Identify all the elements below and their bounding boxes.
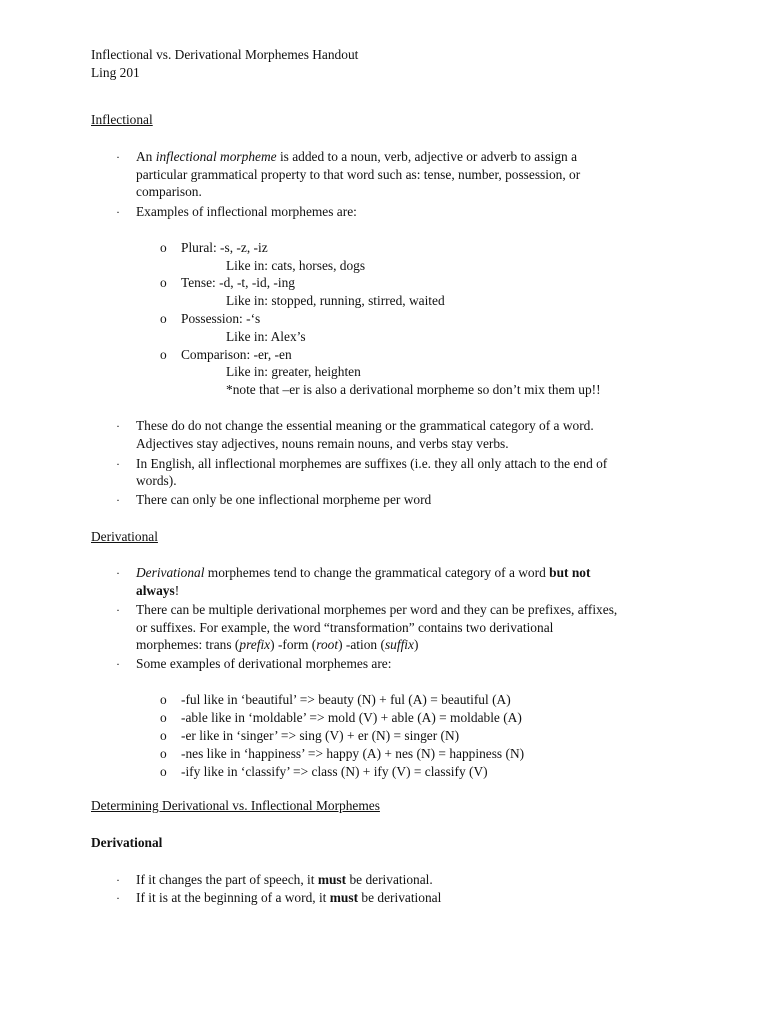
term-inflectional-morpheme: inflectional morpheme [155, 149, 277, 164]
derivational-point-2: There can be multiple derivational morphemes per word and they can be prefixes, affixes, [136, 602, 618, 617]
example-like-plural: Like in: cats, horses, dogs [226, 258, 366, 273]
point-line: These do do not change the essential meaning or the grammatical category of a word. [136, 418, 594, 433]
example-like-tense: Like in: stopped, running, stirred, waited [226, 293, 445, 308]
derivational-example: -nes like in ‘happiness’ => happy (A) + nes (N) = happiness (N) [181, 746, 525, 761]
example-label-plural: Plural: -s, -z, -iz [181, 240, 268, 255]
bullet-icon: · [116, 657, 120, 671]
derivational-example: -ful like in ‘beautiful’ => beauty (N) + ful (A) = beautiful (A) [181, 692, 511, 707]
example-label-comparison: Comparison: -er, -en [181, 347, 292, 362]
course-name: Ling 201 [91, 65, 140, 80]
point-line: Adjectives stay adjectives, nouns remain nouns, and verbs stay verbs. [136, 436, 509, 451]
bullet-icon: · [116, 205, 120, 219]
definition-line-2: particular grammatical property to that word such as: tense, number, possession, or [136, 167, 581, 182]
list-marker-icon: o [160, 275, 167, 290]
derivational-point-2: morphemes: trans (prefix) -form (root) -ation (suffix) [136, 637, 419, 652]
example-label-possession: Possession: -‘s [181, 311, 261, 326]
rule-line: If it changes the part of speech, it must be derivational. [136, 872, 433, 887]
derivational-point-3: Some examples of derivational morphemes are: [136, 656, 392, 671]
subheading-derivational: Derivational [91, 835, 163, 850]
term-derivational: Derivational [136, 565, 205, 580]
derivational-point-1: Derivational morphemes tend to change the grammatical category of a word but not [136, 565, 591, 580]
document-title: Inflectional vs. Derivational Morphemes Handout [91, 47, 359, 62]
rule-line: If it is at the beginning of a word, it must be derivational [136, 890, 442, 905]
example-label-tense: Tense: -d, -t, -id, -ing [181, 275, 295, 290]
bullet-icon: · [116, 419, 120, 433]
point-line: words). [136, 473, 177, 488]
point-line: In English, all inflectional morphemes are suffixes (i.e. they all only attach to the end of [136, 456, 608, 471]
section-heading-determining: Determining Derivational vs. Inflectional Morphemes [91, 798, 380, 813]
list-marker-icon: o [160, 746, 167, 761]
note-text: *note that –er is also a derivational morpheme so don’t mix them up!! [226, 382, 601, 397]
bullet-icon: · [116, 493, 120, 507]
list-marker-icon: o [160, 240, 167, 255]
derivational-example: -er like in ‘singer’ => sing (V) + er (N) = singer (N) [181, 728, 460, 743]
definition-line-3: comparison. [136, 184, 202, 199]
point-line: There can only be one inflectional morpheme per word [136, 492, 432, 507]
bullet-icon: · [116, 873, 120, 887]
list-marker-icon: o [160, 692, 167, 707]
bullet-icon: · [116, 150, 120, 164]
derivational-example: -able like in ‘moldable’ => mold (V) + able (A) = moldable (A) [181, 710, 522, 725]
derivational-point-1-cont: always! [136, 583, 180, 598]
list-marker-icon: o [160, 728, 167, 743]
definition-line-1: An inflectional morpheme is added to a noun, verb, adjective or adverb to assign a [136, 149, 578, 164]
bullet-icon: · [116, 457, 120, 471]
list-marker-icon: o [160, 311, 167, 326]
example-like-possession: Like in: Alex’s [226, 329, 306, 344]
bullet-icon: · [116, 566, 120, 580]
list-marker-icon: o [160, 710, 167, 725]
derivational-example: -ify like in ‘classify’ => class (N) + ify (V) = classify (V) [181, 764, 488, 779]
example-like-comparison: Like in: greater, heighten [226, 364, 361, 379]
section-heading-inflectional: Inflectional [91, 112, 153, 127]
list-marker-icon: o [160, 764, 167, 779]
examples-intro: Examples of inflectional morphemes are: [136, 204, 357, 219]
section-heading-derivational: Derivational [91, 529, 158, 544]
derivational-point-2: or suffixes. For example, the word “transformation” contains two derivational [136, 620, 554, 635]
bullet-icon: · [116, 891, 120, 905]
list-marker-icon: o [160, 347, 167, 362]
bullet-icon: · [116, 603, 120, 617]
